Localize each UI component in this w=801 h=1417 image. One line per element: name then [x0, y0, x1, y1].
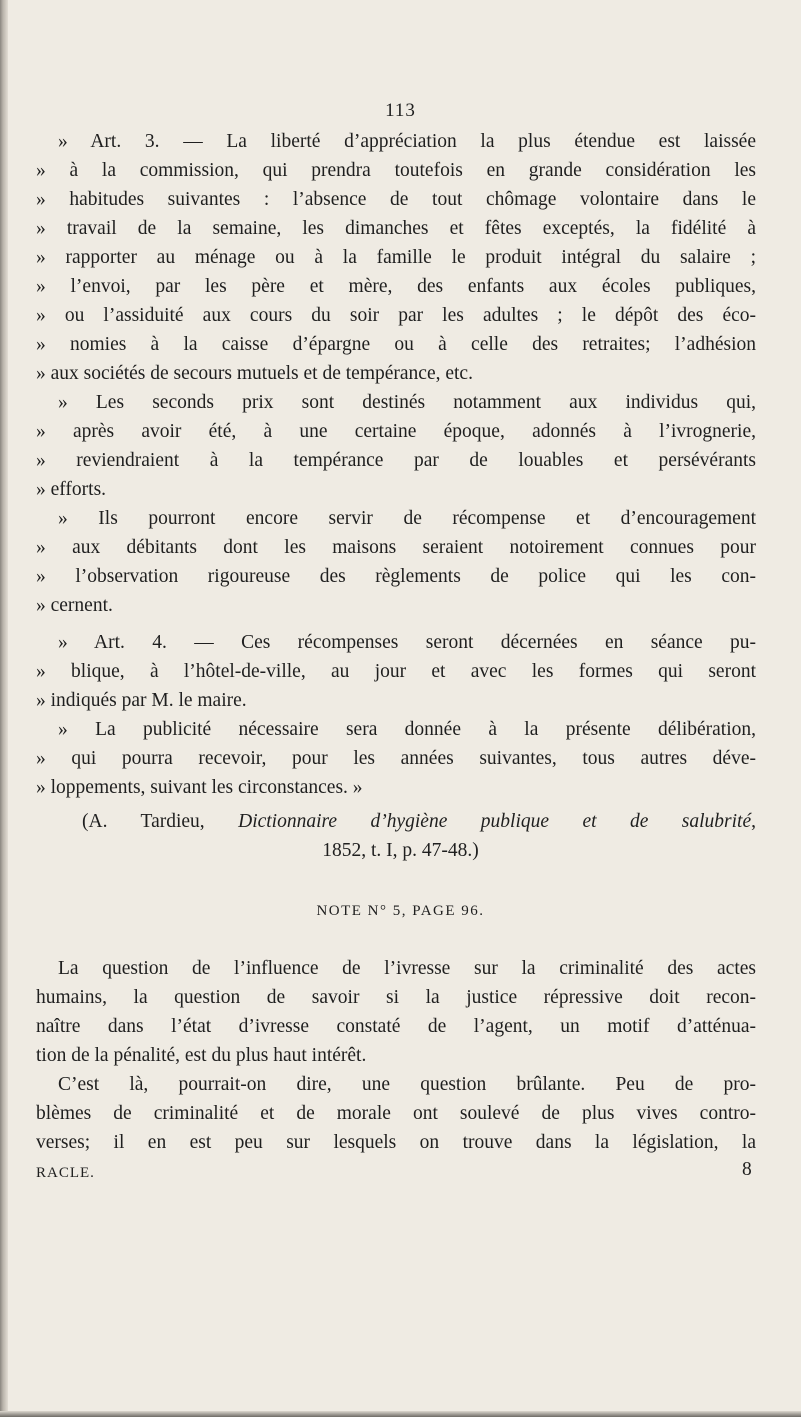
- citation-suffix: ,: [751, 811, 756, 832]
- quote-line: » l’observation rigoureuse des règlements de police qui les con-: [36, 566, 756, 587]
- quote-line: » qui pourra recevoir, pour les années suivantes, tous autres déve-: [36, 748, 756, 769]
- quote-line: » à la commission, qui prendra toutefois en grande considération les: [36, 160, 756, 181]
- quote-line: » reviendraient à la tempérance par de louables et persévérants: [36, 450, 756, 471]
- note-heading: NOTE N° 5, PAGE 96.: [316, 903, 485, 919]
- body-line: blèmes de criminalité et de morale ont soulevé de plus vives contro-: [36, 1103, 756, 1124]
- body-line: humains, la question de savoir si la justice répressive doit recon-: [36, 987, 756, 1008]
- body-line: tion de la pénalité, est du plus haut intérêt.: [36, 1045, 367, 1066]
- quote-line: » loppements, suivant les circonstances. »: [36, 777, 363, 798]
- page-bottom-edge: [0, 1411, 801, 1417]
- quote-line: » Les seconds prix sont destinés notamment aux individus qui,: [58, 392, 756, 413]
- quote-line: » Art. 4. — Ces récompenses seront décernées en séance pu-: [58, 632, 756, 653]
- quote-line: » indiqués par M. le maire.: [36, 690, 247, 711]
- quote-line: » aux débitants dont les maisons seraient notoirement connues pour: [36, 537, 756, 558]
- quote-line: » Art. 3. — La liberté d’appréciation la plus étendue est laissée: [58, 131, 756, 152]
- quote-line: » blique, à l’hôtel-de-ville, au jour et avec les formes qui seront: [36, 661, 756, 682]
- quote-line: » après avoir été, à une certaine époque, adonnés à l’ivrognerie,: [36, 421, 756, 442]
- body-line: C’est là, pourrait-on dire, une question brûlante. Peu de pro-: [58, 1074, 756, 1095]
- quote-line: » La publicité nécessaire sera donnée à la présente délibération,: [58, 719, 756, 740]
- body-line: La question de l’influence de l’ivresse sur la criminalité des actes: [58, 958, 756, 979]
- citation: [82, 810, 756, 834]
- quote-line: » habitudes suivantes : l’absence de tout chômage volontaire dans le: [36, 189, 756, 210]
- quote-line: » efforts.: [36, 479, 107, 500]
- quote-line: » travail de la semaine, les dimanches et fêtes exceptés, la fidélité à: [36, 218, 756, 239]
- body-line: verses; il en est peu sur lesquels on trouve dans la législation, la: [36, 1132, 756, 1153]
- quote-line: » l’envoi, par les père et mère, des enfants aux écoles publiques,: [36, 276, 756, 297]
- page-number: 113: [385, 100, 416, 121]
- quote-line: » aux sociétés de secours mutuels et de tempérance, etc.: [36, 363, 473, 384]
- sheet-number: 8: [742, 1159, 752, 1180]
- quote-line: » rapporter au ménage ou à la famille le produit intégral du salaire ;: [36, 247, 756, 268]
- citation-prefix: (A. Tardieu,: [82, 811, 239, 832]
- body-line: naître dans l’état d’ivresse constaté de l’agent, un motif d’atténua-: [36, 1016, 756, 1037]
- citation-reference: 1852, t. I, p. 47-48.): [322, 840, 479, 861]
- page-left-edge: [0, 0, 8, 1417]
- quote-line: » Ils pourront encore servir de récompense et d’encouragement: [58, 508, 756, 529]
- citation-title: Dictionnaire d’hygiène publique et de salubrité: [238, 811, 752, 832]
- footer-signature: RACLE.: [36, 1165, 95, 1181]
- quote-line: » ou l’assiduité aux cours du soir par les adultes ; le dépôt des éco-: [36, 305, 756, 326]
- quote-line: » cernent.: [36, 595, 113, 616]
- quote-line: » nomies à la caisse d’épargne ou à celle des retraites; l’adhésion: [36, 334, 756, 355]
